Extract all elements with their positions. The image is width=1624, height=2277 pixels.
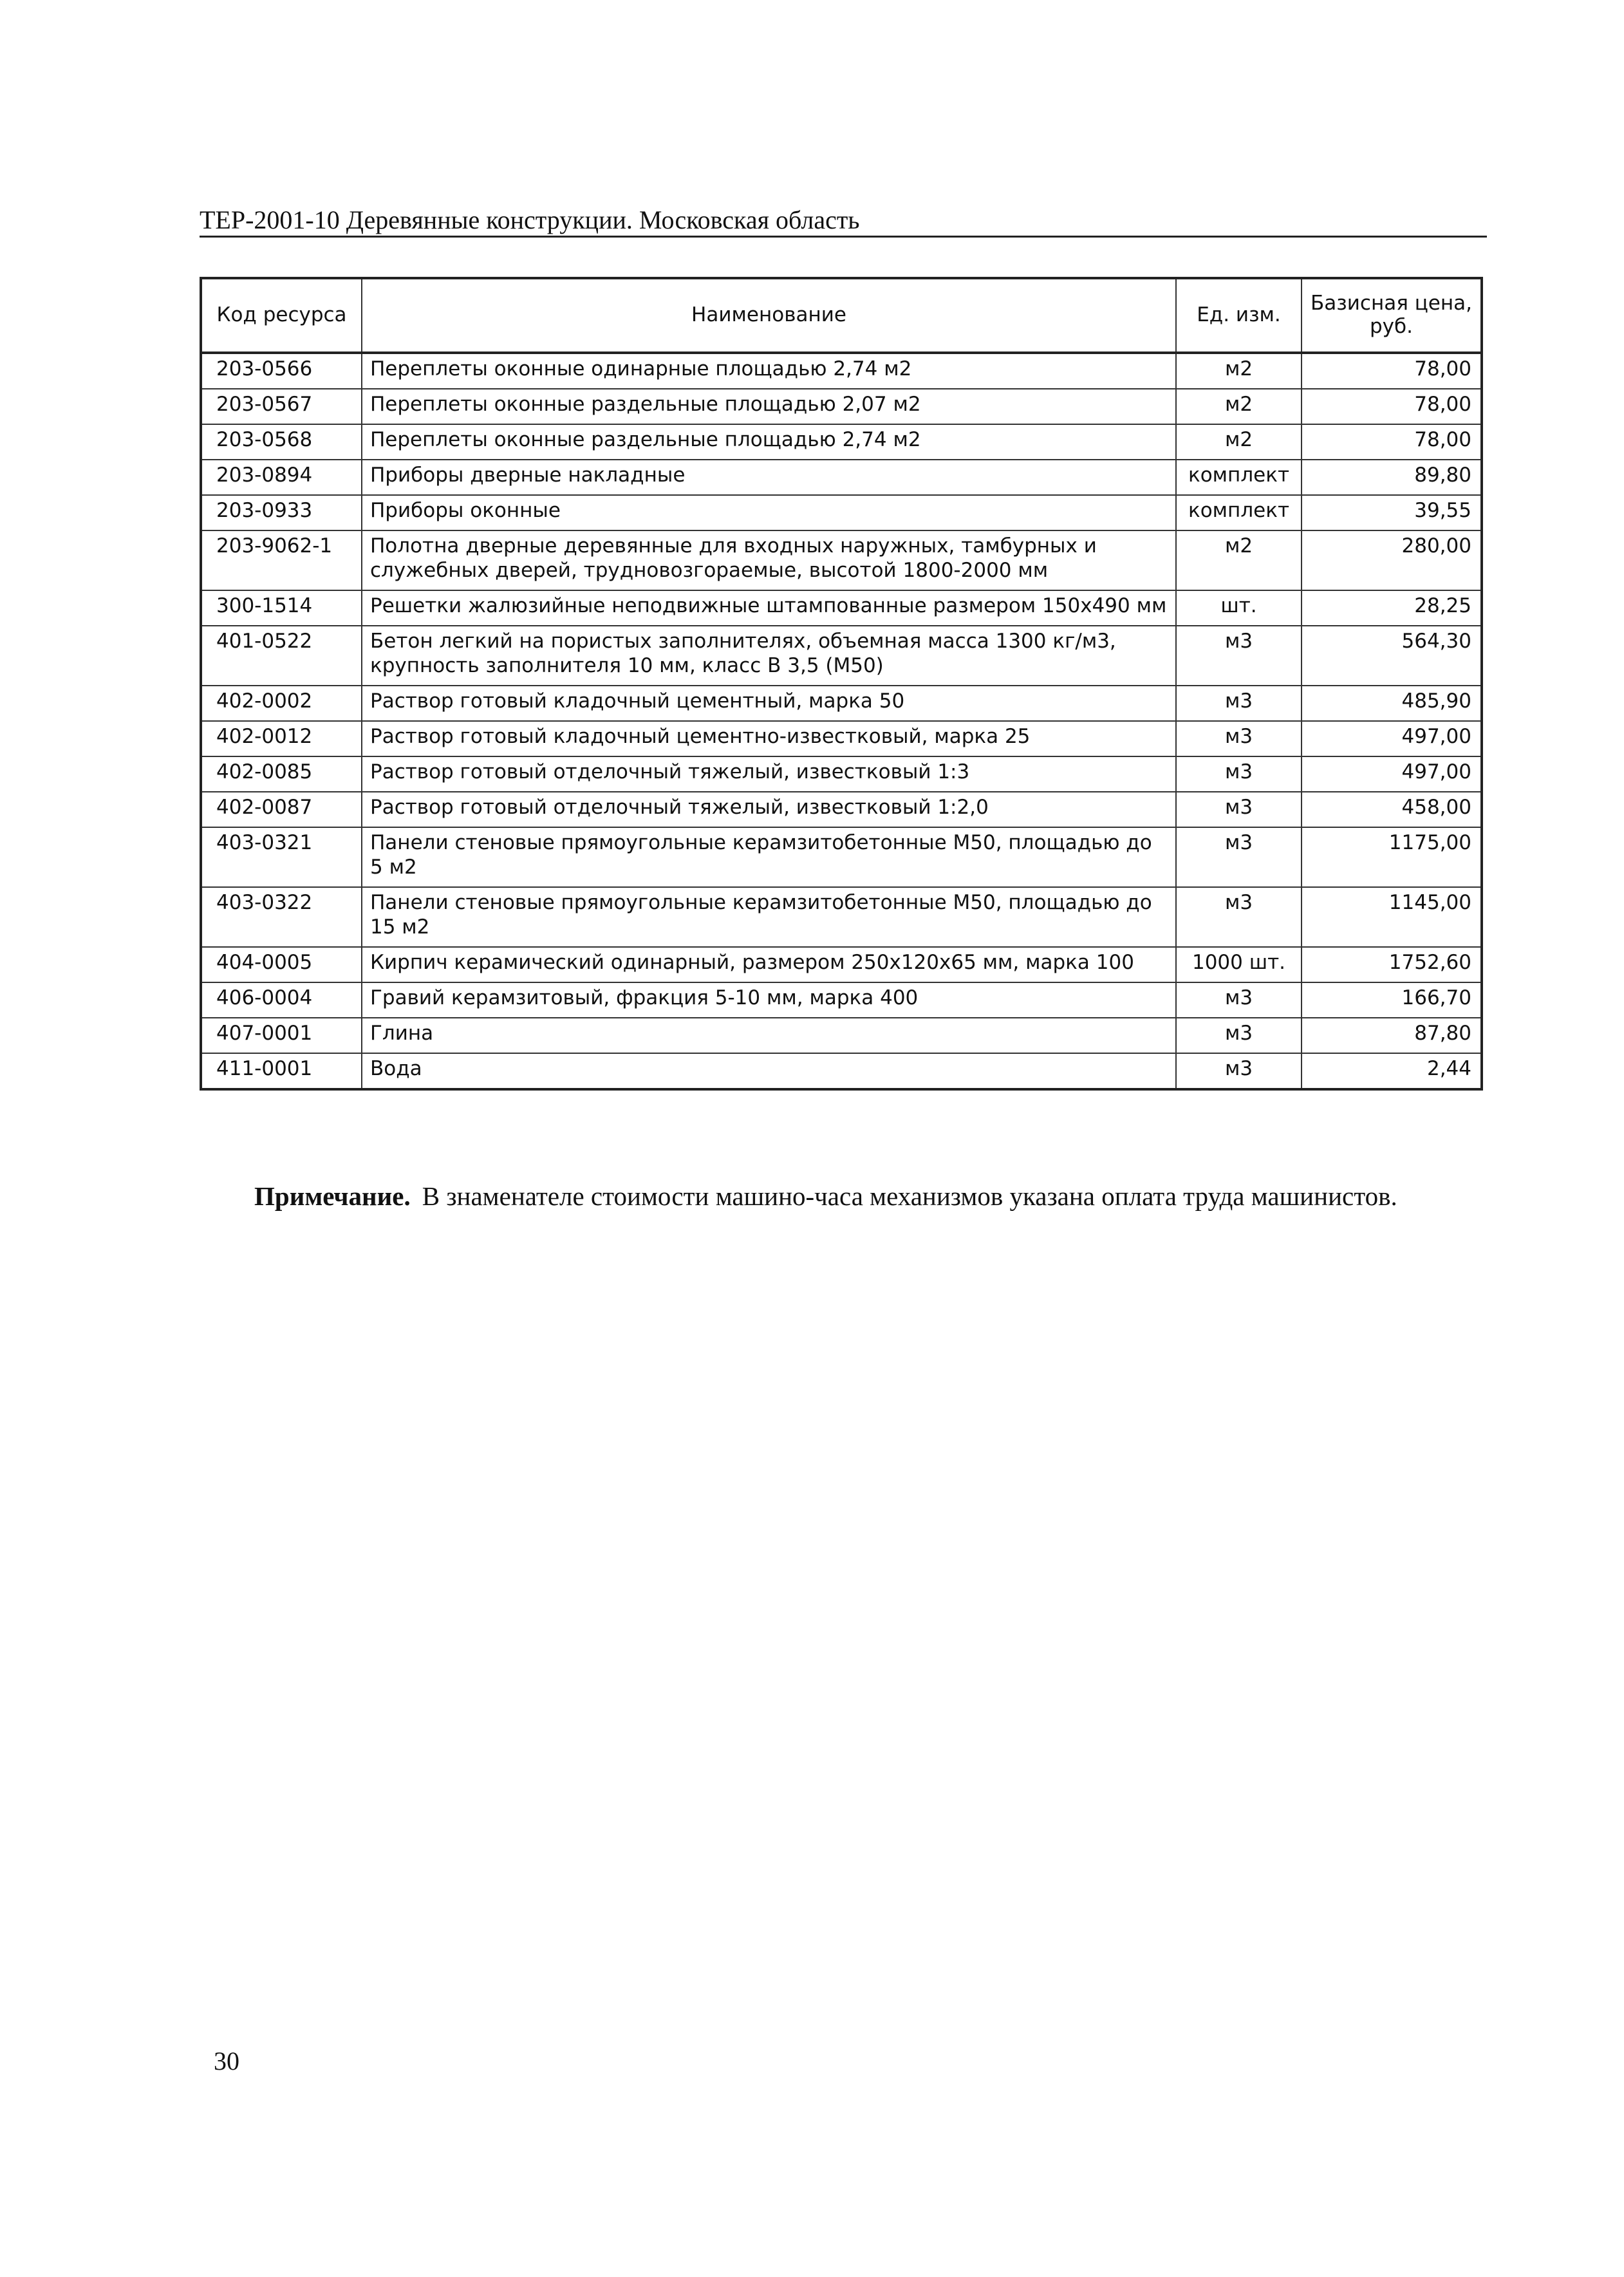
- resource-unit-cell: м3: [1176, 1053, 1302, 1089]
- table-row: [201, 530, 1482, 590]
- table-row: [201, 887, 1482, 947]
- resource-price-cell: 280,00: [1302, 530, 1482, 590]
- table-row: [201, 947, 1482, 982]
- resource-price-cell: 1752,60: [1302, 947, 1482, 982]
- resource-unit-cell: комплект: [1176, 495, 1302, 530]
- resource-price-table: [200, 277, 1483, 1091]
- resource-price-cell: 28,25: [1302, 590, 1482, 626]
- resource-code-cell: 402-0002: [201, 686, 362, 721]
- resource-unit-cell: м3: [1176, 626, 1302, 686]
- resource-name-cell: Переплеты оконные одинарные площадью 2,74 м2: [362, 353, 1176, 389]
- resource-price-cell: 497,00: [1302, 721, 1482, 756]
- resource-name-cell: Раствор готовый кладочный цементный, марка 50: [362, 686, 1176, 721]
- resource-unit-cell: м3: [1176, 686, 1302, 721]
- column-header-unit: Ед. изм.: [1176, 278, 1302, 353]
- resource-name-cell: Гравий керамзитовый, фракция 5-10 мм, марка 400: [362, 982, 1176, 1018]
- resource-unit-cell: м2: [1176, 389, 1302, 424]
- resource-price-cell: 458,00: [1302, 792, 1482, 827]
- resource-unit-cell: м2: [1176, 424, 1302, 460]
- resource-name-cell: Кирпич керамический одинарный, размером 250х120х65 мм, марка 100: [362, 947, 1176, 982]
- resource-unit-cell: шт.: [1176, 590, 1302, 626]
- resource-unit-cell: м3: [1176, 827, 1302, 887]
- resource-unit-cell: м3: [1176, 982, 1302, 1018]
- resource-name-cell: Глина: [362, 1018, 1176, 1053]
- resource-price-cell: 166,70: [1302, 982, 1482, 1018]
- resource-price-cell: 1175,00: [1302, 827, 1482, 887]
- table-row: [201, 721, 1482, 756]
- resource-price-cell: 87,80: [1302, 1018, 1482, 1053]
- table-row: [201, 1053, 1482, 1089]
- resource-unit-cell: м3: [1176, 1018, 1302, 1053]
- resource-code-cell: 403-0322: [201, 887, 362, 947]
- table-row: [201, 792, 1482, 827]
- table-row: [201, 982, 1482, 1018]
- running-header: [200, 205, 1487, 238]
- resource-name-cell: Раствор готовый отделочный тяжелый, известковый 1:3: [362, 756, 1176, 792]
- table-row: [201, 626, 1482, 686]
- resource-code-cell: 406-0004: [201, 982, 362, 1018]
- resource-code-cell: 402-0012: [201, 721, 362, 756]
- resource-unit-cell: м3: [1176, 887, 1302, 947]
- resource-code-cell: 203-0568: [201, 424, 362, 460]
- resource-code-cell: 203-0566: [201, 353, 362, 389]
- resource-name-cell: Вода: [362, 1053, 1176, 1089]
- resource-price-cell: 2,44: [1302, 1053, 1482, 1089]
- resource-code-cell: 402-0085: [201, 756, 362, 792]
- resource-code-cell: 203-0894: [201, 460, 362, 495]
- resource-code-cell: 404-0005: [201, 947, 362, 982]
- table-row: [201, 686, 1482, 721]
- resource-name-cell: Бетон легкий на пористых заполнителях, объемная масса 1300 кг/м3, крупность заполнителя 10 мм, класс В 3,5 (М50): [362, 626, 1176, 686]
- page-number: 30: [214, 2047, 239, 2076]
- resource-name-cell: Переплеты оконные раздельные площадью 2,07 м2: [362, 389, 1176, 424]
- table-row: [201, 353, 1482, 389]
- resource-price-cell: 564,30: [1302, 626, 1482, 686]
- resource-code-cell: 403-0321: [201, 827, 362, 887]
- table-row: [201, 827, 1482, 887]
- footnote: [254, 1179, 1477, 1213]
- column-header-name: Наименование: [362, 278, 1176, 353]
- resource-price-cell: 39,55: [1302, 495, 1482, 530]
- resource-code-cell: 401-0522: [201, 626, 362, 686]
- resource-code-cell: 300-1514: [201, 590, 362, 626]
- column-header-price: Базисная цена, руб.: [1302, 278, 1482, 353]
- footnote-label: Примечание.: [254, 1181, 411, 1211]
- resource-code-cell: 411-0001: [201, 1053, 362, 1089]
- resource-price-cell: 78,00: [1302, 353, 1482, 389]
- resource-code-cell: 402-0087: [201, 792, 362, 827]
- resource-name-cell: Раствор готовый кладочный цементно-известковый, марка 25: [362, 721, 1176, 756]
- resource-code-cell: 407-0001: [201, 1018, 362, 1053]
- table-row: [201, 1018, 1482, 1053]
- resource-name-cell: Переплеты оконные раздельные площадью 2,74 м2: [362, 424, 1176, 460]
- resource-price-cell: 1145,00: [1302, 887, 1482, 947]
- resource-name-cell: Панели стеновые прямоугольные керамзитобетонные М50, площадью до 15 м2: [362, 887, 1176, 947]
- resource-table-container: [200, 277, 1480, 1091]
- resource-price-cell: 78,00: [1302, 424, 1482, 460]
- column-header-code: Код ресурса: [201, 278, 362, 353]
- table-row: [201, 389, 1482, 424]
- table-row: [201, 590, 1482, 626]
- table-row: [201, 756, 1482, 792]
- resource-unit-cell: м2: [1176, 530, 1302, 590]
- table-header-row: [201, 278, 1482, 353]
- resource-unit-cell: м3: [1176, 756, 1302, 792]
- table-row: [201, 460, 1482, 495]
- resource-price-cell: 497,00: [1302, 756, 1482, 792]
- resource-unit-cell: м3: [1176, 792, 1302, 827]
- footnote-text: В знаменателе стоимости машино-часа механизмов указана оплата труда машинистов.: [422, 1181, 1397, 1211]
- resource-price-cell: 89,80: [1302, 460, 1482, 495]
- resource-name-cell: Полотна дверные деревянные для входных наружных, тамбурных и служебных дверей, трудновозгораемые, высотой 1800-2000 мм: [362, 530, 1176, 590]
- resource-unit-cell: 1000 шт.: [1176, 947, 1302, 982]
- resource-name-cell: Приборы оконные: [362, 495, 1176, 530]
- resource-name-cell: Приборы дверные накладные: [362, 460, 1176, 495]
- table-row: [201, 424, 1482, 460]
- resource-code-cell: 203-0933: [201, 495, 362, 530]
- resource-price-cell: 485,90: [1302, 686, 1482, 721]
- resource-unit-cell: м3: [1176, 721, 1302, 756]
- table-row: [201, 495, 1482, 530]
- resource-name-cell: Решетки жалюзийные неподвижные штампованные размером 150х490 мм: [362, 590, 1176, 626]
- running-header-title: ТЕР-2001-10 Деревянные конструкции. Московская область: [200, 205, 860, 234]
- resource-code-cell: 203-0567: [201, 389, 362, 424]
- resource-name-cell: Раствор готовый отделочный тяжелый, известковый 1:2,0: [362, 792, 1176, 827]
- resource-price-cell: 78,00: [1302, 389, 1482, 424]
- resource-code-cell: 203-9062-1: [201, 530, 362, 590]
- resource-unit-cell: м2: [1176, 353, 1302, 389]
- resource-name-cell: Панели стеновые прямоугольные керамзитобетонные М50, площадью до 5 м2: [362, 827, 1176, 887]
- resource-unit-cell: комплект: [1176, 460, 1302, 495]
